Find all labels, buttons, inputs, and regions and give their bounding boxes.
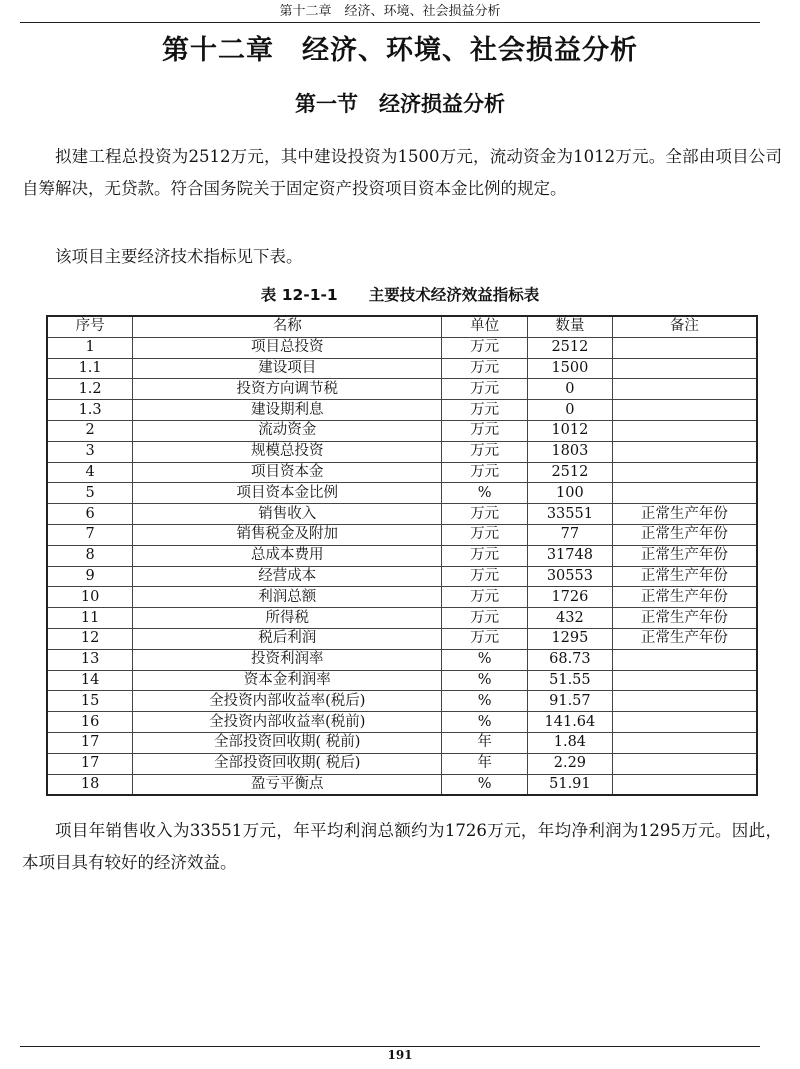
table-row bbox=[47, 379, 757, 400]
cell-unit: 万元 bbox=[442, 504, 528, 525]
cell-unit: 万元 bbox=[442, 628, 528, 649]
cell-quantity: 141.64 bbox=[527, 712, 612, 733]
section-title: 第一节 经济损益分析 bbox=[295, 92, 505, 116]
cell-index: 10 bbox=[47, 587, 133, 608]
cell-name: 投资利润率 bbox=[133, 649, 442, 670]
table-row bbox=[47, 420, 757, 441]
cell-quantity: 0 bbox=[527, 379, 612, 400]
cell-index: 16 bbox=[47, 712, 133, 733]
cell-quantity: 33551 bbox=[527, 504, 612, 525]
cell-quantity: 68.73 bbox=[527, 649, 612, 670]
cell-unit: % bbox=[442, 649, 528, 670]
table-caption: 表 12-1-1 主要技术经济效益指标表 bbox=[260, 286, 540, 304]
cell-name: 总成本费用 bbox=[133, 545, 442, 566]
running-header: 第十二章 经济、环境、社会损益分析 bbox=[20, 2, 760, 23]
cell-unit: 万元 bbox=[442, 524, 528, 545]
cell-quantity: 2512 bbox=[527, 462, 612, 483]
cell-unit: % bbox=[442, 483, 528, 504]
cell-unit: % bbox=[442, 774, 528, 795]
cell-index: 17 bbox=[47, 753, 133, 774]
table-row bbox=[47, 337, 757, 358]
cell-quantity: 1295 bbox=[527, 628, 612, 649]
cell-remark bbox=[612, 732, 757, 753]
table-row bbox=[47, 712, 757, 733]
cell-unit: 万元 bbox=[442, 545, 528, 566]
cell-quantity: 1500 bbox=[527, 358, 612, 379]
cell-name: 盈亏平衡点 bbox=[133, 774, 442, 795]
cell-name: 所得税 bbox=[133, 608, 442, 629]
cell-remark: 正常生产年份 bbox=[612, 628, 757, 649]
page-number: 191 bbox=[387, 1048, 413, 1062]
table-row bbox=[47, 462, 757, 483]
cell-quantity: 2.29 bbox=[527, 753, 612, 774]
cell-remark bbox=[612, 441, 757, 462]
cell-name: 利润总额 bbox=[133, 587, 442, 608]
cell-index: 1.1 bbox=[47, 358, 133, 379]
cell-remark: 正常生产年份 bbox=[612, 524, 757, 545]
cell-unit: 万元 bbox=[442, 587, 528, 608]
table-row bbox=[47, 628, 757, 649]
chapter-title: 第十二章 经济、环境、社会损益分析 bbox=[162, 35, 638, 66]
cell-index: 18 bbox=[47, 774, 133, 795]
table-row bbox=[47, 400, 757, 421]
table-row bbox=[47, 545, 757, 566]
table-row bbox=[47, 566, 757, 587]
table-row bbox=[47, 587, 757, 608]
cell-name: 建设期利息 bbox=[133, 400, 442, 421]
cell-remark bbox=[612, 649, 757, 670]
table-row bbox=[47, 691, 757, 712]
table-row bbox=[47, 670, 757, 691]
cell-unit: 万元 bbox=[442, 420, 528, 441]
cell-quantity: 31748 bbox=[527, 545, 612, 566]
cell-quantity: 100 bbox=[527, 483, 612, 504]
cell-quantity: 30553 bbox=[527, 566, 612, 587]
table-row bbox=[47, 441, 757, 462]
cell-name: 全部投资回收期( 税前) bbox=[133, 732, 442, 753]
cell-index: 5 bbox=[47, 483, 133, 504]
table-row bbox=[47, 649, 757, 670]
cell-remark bbox=[612, 420, 757, 441]
cell-name: 流动资金 bbox=[133, 420, 442, 441]
cell-index: 1.2 bbox=[47, 379, 133, 400]
cell-index: 9 bbox=[47, 566, 133, 587]
cell-quantity: 432 bbox=[527, 608, 612, 629]
cell-index: 11 bbox=[47, 608, 133, 629]
cell-name: 建设项目 bbox=[133, 358, 442, 379]
table-body bbox=[47, 337, 757, 795]
table-row bbox=[47, 732, 757, 753]
cell-remark bbox=[612, 462, 757, 483]
cell-index: 4 bbox=[47, 462, 133, 483]
cell-quantity: 2512 bbox=[527, 337, 612, 358]
cell-unit: 万元 bbox=[442, 462, 528, 483]
cell-name: 项目总投资 bbox=[133, 337, 442, 358]
cell-name: 项目资本金比例 bbox=[133, 483, 442, 504]
cell-name: 销售税金及附加 bbox=[133, 524, 442, 545]
cell-name: 税后利润 bbox=[133, 628, 442, 649]
cell-remark bbox=[612, 337, 757, 358]
cell-unit: 万元 bbox=[442, 400, 528, 421]
cell-unit: 万元 bbox=[442, 358, 528, 379]
table-row bbox=[47, 504, 757, 525]
cell-index: 7 bbox=[47, 524, 133, 545]
cell-remark bbox=[612, 483, 757, 504]
table-header-row bbox=[47, 316, 757, 337]
cell-name: 销售收入 bbox=[133, 504, 442, 525]
cell-index: 1.3 bbox=[47, 400, 133, 421]
cell-unit: 年 bbox=[442, 753, 528, 774]
cell-name: 全投资内部收益率(税后) bbox=[133, 691, 442, 712]
cell-index: 12 bbox=[47, 628, 133, 649]
cell-quantity: 77 bbox=[527, 524, 612, 545]
cell-index: 17 bbox=[47, 732, 133, 753]
cell-name: 资本金利润率 bbox=[133, 670, 442, 691]
cell-unit: 万元 bbox=[442, 566, 528, 587]
cell-quantity: 91.57 bbox=[527, 691, 612, 712]
cell-name: 全投资内部收益率(税前) bbox=[133, 712, 442, 733]
table-row bbox=[47, 483, 757, 504]
cell-remark bbox=[612, 379, 757, 400]
cell-quantity: 51.91 bbox=[527, 774, 612, 795]
cell-remark bbox=[612, 358, 757, 379]
cell-remark: 正常生产年份 bbox=[612, 504, 757, 525]
table-row bbox=[47, 358, 757, 379]
cell-name: 经营成本 bbox=[133, 566, 442, 587]
cell-remark bbox=[612, 670, 757, 691]
cell-index: 13 bbox=[47, 649, 133, 670]
table-row bbox=[47, 753, 757, 774]
header-remark: 备注 bbox=[612, 316, 757, 337]
cell-remark bbox=[612, 774, 757, 795]
cell-quantity: 1726 bbox=[527, 587, 612, 608]
cell-quantity: 1.84 bbox=[527, 732, 612, 753]
table-row bbox=[47, 774, 757, 795]
header-unit: 单位 bbox=[442, 316, 528, 337]
cell-index: 6 bbox=[47, 504, 133, 525]
indicator-table bbox=[46, 315, 758, 796]
cell-remark: 正常生产年份 bbox=[612, 587, 757, 608]
cell-quantity: 0 bbox=[527, 400, 612, 421]
footer-rule bbox=[20, 1046, 760, 1047]
cell-remark: 正常生产年份 bbox=[612, 608, 757, 629]
cell-unit: 年 bbox=[442, 732, 528, 753]
cell-index: 15 bbox=[47, 691, 133, 712]
cell-remark: 正常生产年份 bbox=[612, 545, 757, 566]
cell-index: 3 bbox=[47, 441, 133, 462]
cell-name: 投资方向调节税 bbox=[133, 379, 442, 400]
cell-quantity: 1012 bbox=[527, 420, 612, 441]
table-reference-paragraph: 该项目主要经济技术指标见下表。 bbox=[55, 247, 303, 266]
cell-index: 2 bbox=[47, 420, 133, 441]
header-quantity: 数量 bbox=[527, 316, 612, 337]
intro-paragraph: 拟建工程总投资为2512万元，其中建设投资为1500万元，流动资金为1012万元。全部由项目公司自筹解决，无贷款。符合国务院关于固定资产投资项目资本金比例的规定。 bbox=[22, 147, 782, 198]
table-row bbox=[47, 524, 757, 545]
cell-index: 8 bbox=[47, 545, 133, 566]
header-name: 名称 bbox=[133, 316, 442, 337]
cell-index: 14 bbox=[47, 670, 133, 691]
cell-name: 全部投资回收期( 税后) bbox=[133, 753, 442, 774]
cell-quantity: 51.55 bbox=[527, 670, 612, 691]
cell-quantity: 1803 bbox=[527, 441, 612, 462]
cell-unit: 万元 bbox=[442, 608, 528, 629]
cell-remark bbox=[612, 753, 757, 774]
header-index: 序号 bbox=[47, 316, 133, 337]
cell-unit: % bbox=[442, 712, 528, 733]
conclusion-paragraph: 项目年销售收入为33551万元，年平均利润总额约为1726万元，年均净利润为1295万元。因此，本项目具有较好的经济效益。 bbox=[22, 821, 782, 872]
cell-unit: 万元 bbox=[442, 441, 528, 462]
cell-unit: 万元 bbox=[442, 379, 528, 400]
table-row bbox=[47, 608, 757, 629]
cell-unit: % bbox=[442, 670, 528, 691]
cell-name: 规模总投资 bbox=[133, 441, 442, 462]
cell-remark: 正常生产年份 bbox=[612, 566, 757, 587]
cell-remark bbox=[612, 400, 757, 421]
cell-index: 1 bbox=[47, 337, 133, 358]
cell-remark bbox=[612, 691, 757, 712]
cell-remark bbox=[612, 712, 757, 733]
cell-unit: % bbox=[442, 691, 528, 712]
cell-unit: 万元 bbox=[442, 337, 528, 358]
cell-name: 项目资本金 bbox=[133, 462, 442, 483]
